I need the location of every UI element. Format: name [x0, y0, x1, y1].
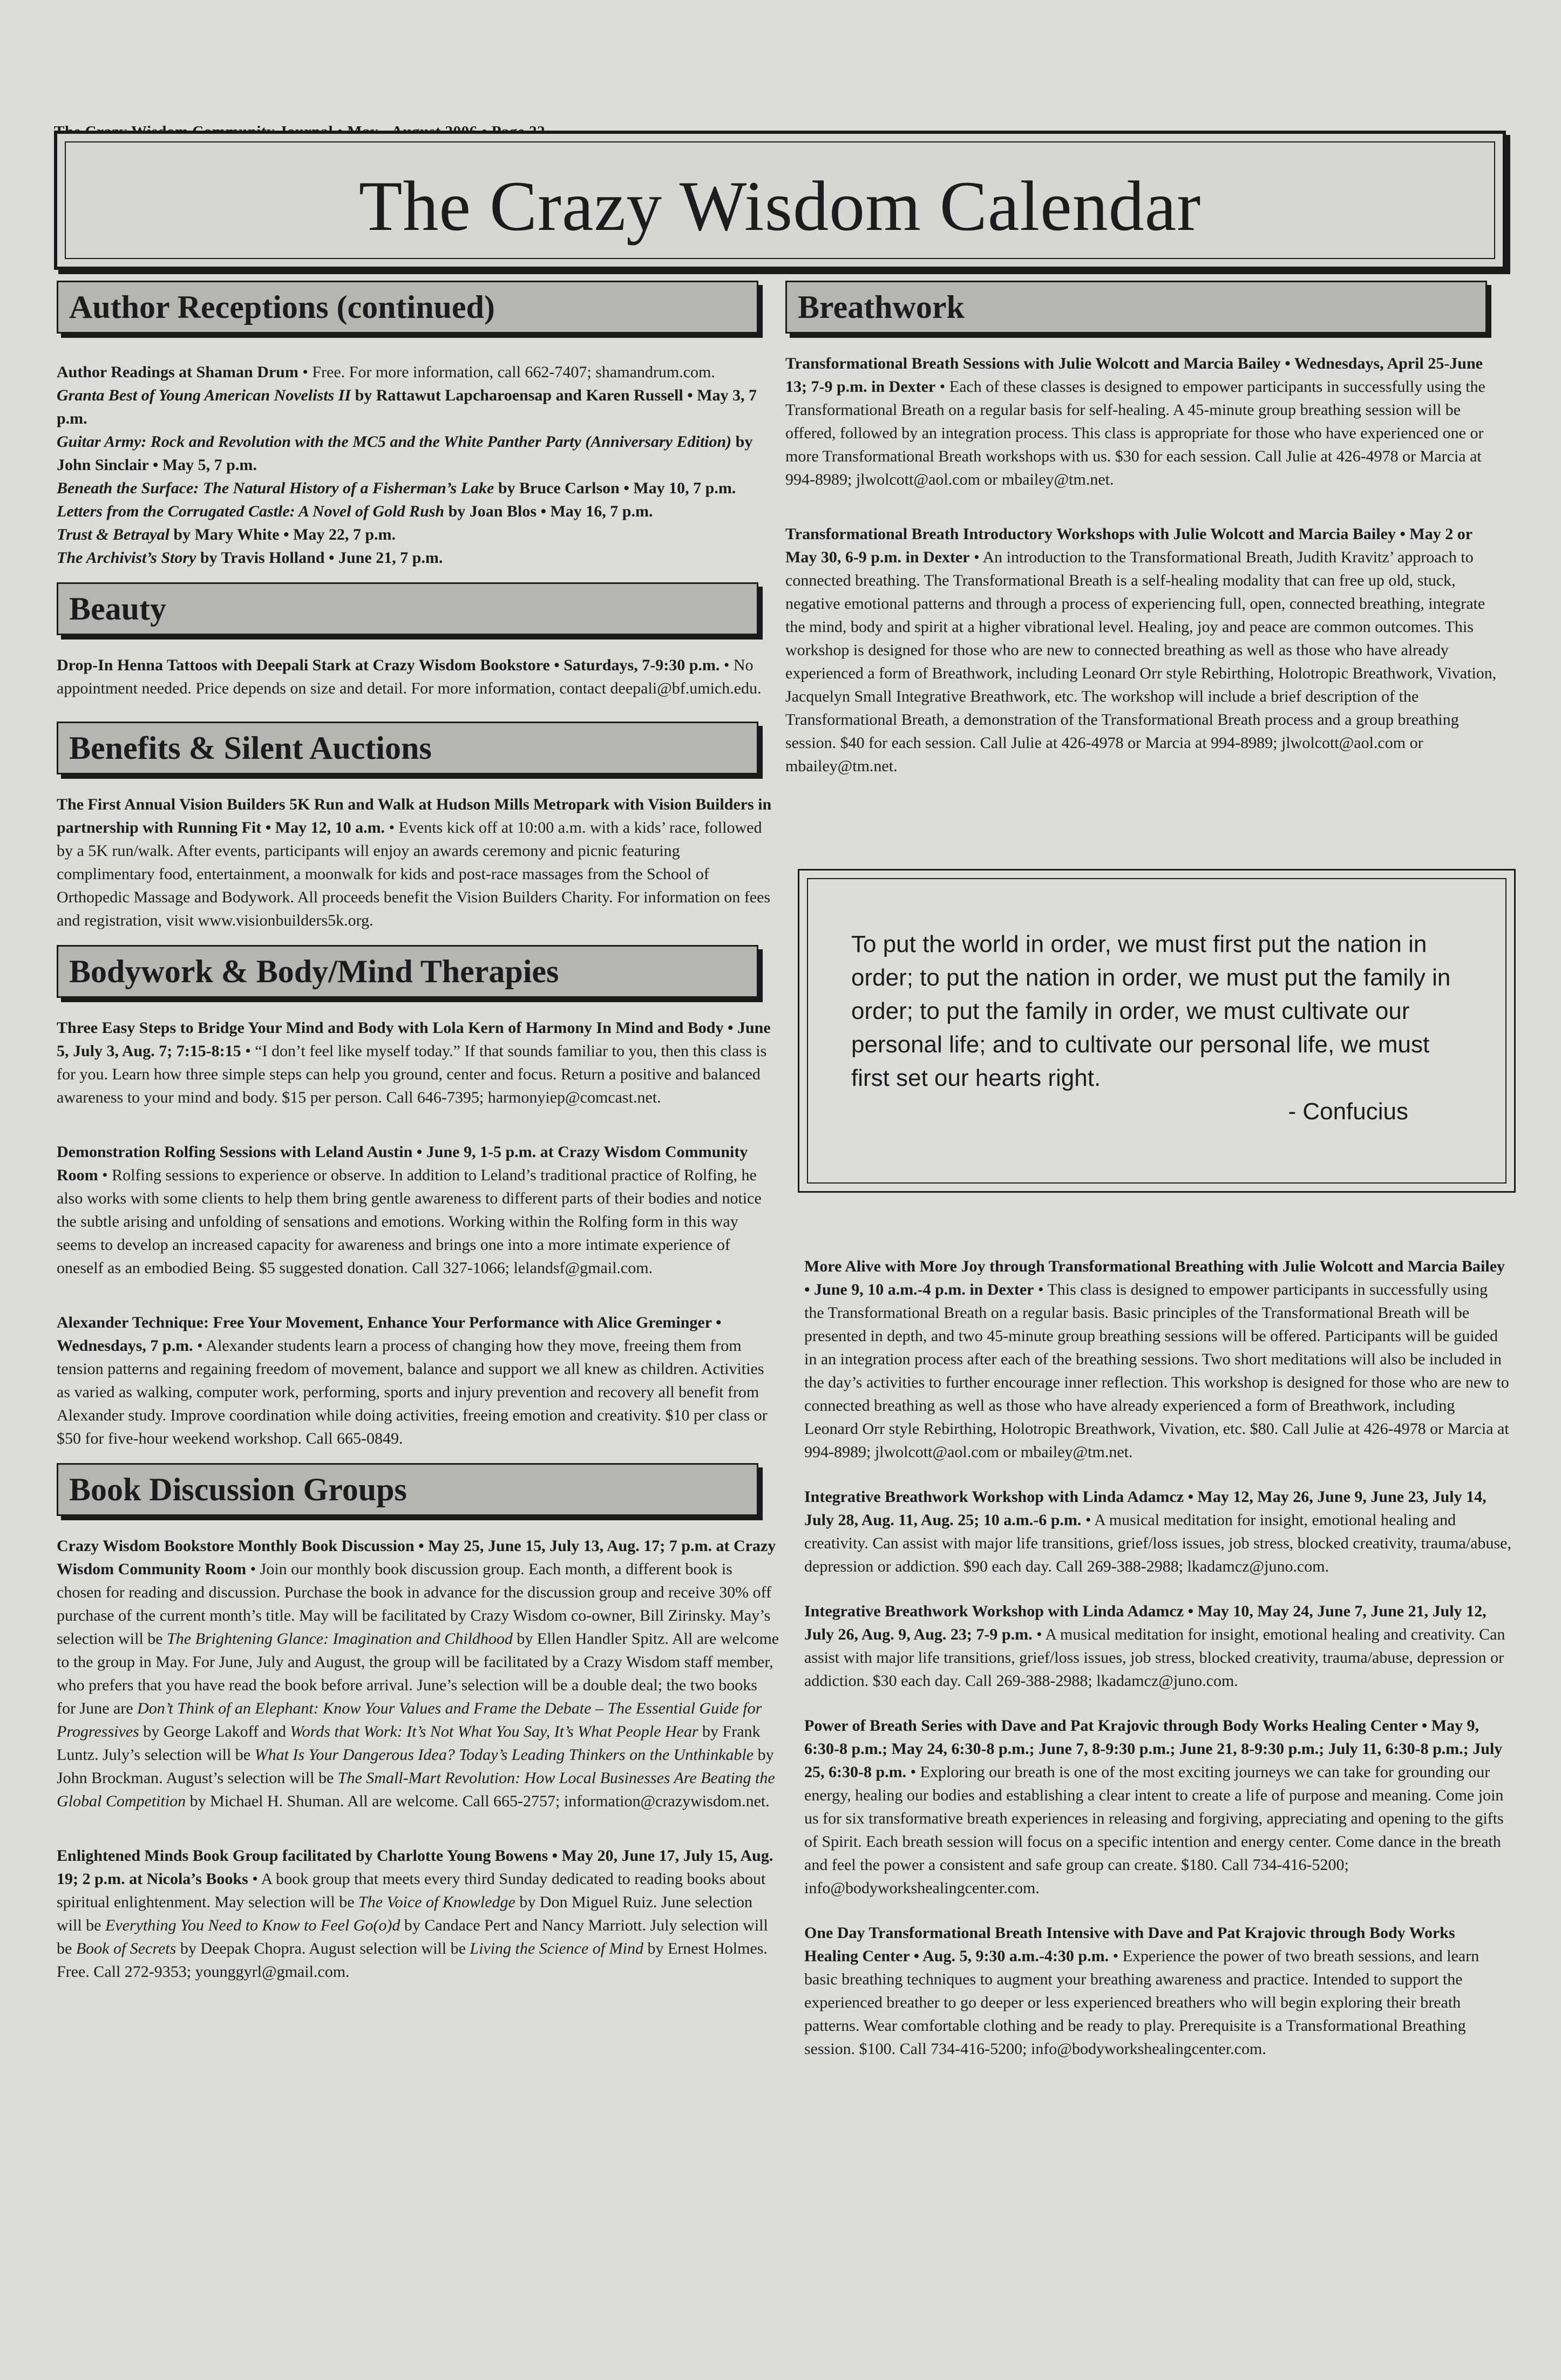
masthead-frame: [65, 141, 1495, 259]
bodywork-event: Demonstration Rolfing Sessions with Leland Austin • June 9, 1-5 p.m. at Crazy Wisdom Community Room • Rolfing sessions to experience or observe. In addition to Leland’s traditional practice of Rolfing, he also works with some clients to help them bring gentle awareness to different parts of their bodies and notice the subtle arising and unfolding of sensations and emotions. Working within the Rolfing form in this way seems to develop an increased capacity for awareness and brings one into a more intimate experience of oneself as an embodied Being. $5 suggested donation. Call 327-1066; lelandsf@gmail.com.: [57, 1143, 762, 1277]
author-readings-intro: Author Readings at Shaman Drum • Free. For more information, call 662-7407; shamandrum.com.: [57, 363, 715, 381]
bodywork-event: Alexander Technique: Free Your Movement, Enhance Your Performance with Alice Greminger • Wednesdays, 7 p.m. • Alexander students learn a process of changing how they move, freeing them from tension patterns and regaining freedom of movement, balance and support we all knew as children. Activities as varied as walking, computer work, performing, sports and injury prevention and recovery all benefit from Alexander study. Improve coordination while doing activities, freeing emotion and creativity. $10 per class or $50 for five-hour weekend workshop. Call 665-0849.: [57, 1314, 768, 1447]
section-heading-bodywork: [57, 945, 780, 1003]
breathwork-event: Transformational Breath Introductory Workshops with Julie Wolcott and Marcia Bailey • May 2 or May 30, 6-9 p.m. in Dexter • An introduction to the Transformational Breath, Judith Kravitz’ approach to connected breathing. The Transformational Breath is a self-healing modality that can free up old, stuck, negative emotional patterns and through a process of experiencing full, open, connected breathing, integrate the mind, body and spirit at a higher vibrational level. Healing, joy and peace are common outcomes. This workshop is designed for those who are new to connected breathing as well as those who have already experienced a form of Breathwork, including Leonard Orr style Rebirthing, Holotropic Breathwork, Vivation, Jacquelyn Small Integrative Breathwork, etc. The workshop will include a brief description of the Transformational Breath, a demonstration of the Transformational Breath process and a group breathing session. $40 for each session. Call Julie at 426-4978 or Marcia at 994-8989; jlwolcott@aol.com or mbailey@tm.net.: [785, 525, 1497, 775]
book-group-event: Crazy Wisdom Bookstore Monthly Book Discussion • May 25, June 15, July 13, Aug. 17; 7 p.m. at Crazy Wisdom Community Room • Join our monthly book discussion group. Each month, a different book is chosen for reading and discussion. Purchase the book in advance for the discussion group and receive 30% off purchase of the current month’s title. May will be facilitated by Crazy Wisdom co-owner, Bill Zirinsky. May’s selection will be The Brightening Glance: Imagination and Childhood by Ellen Handler Spitz. All are welcome to the group in May. For June, July and August, the group will be facilitated by a Crazy Wisdom staff member, who prefers that you have read the book before arrival. June’s selection will be a double deal; the two books for June are Don’t Think of an Elephant: Know Your Values and Frame the Debate – The Essential Guide for Progressives by George Lakoff and Words that Work: It’s Not What You Say, It’s What People Hear by Frank Luntz. July’s selection will be What Is Your Dangerous Idea? Today’s Leading Thinkers on the Unthinkable by John Brockman. August’s selection will be The Small-Mart Revolution: How Local Businesses Are Beating the Global Competition by Michael H. Shuman. All are welcome. Call 665-2757; information@crazywisdom.net.: [57, 1537, 779, 1810]
bodywork-event: Three Easy Steps to Bridge Your Mind and Body with Lola Kern of Harmony In Mind and Body • June 5, July 3, Aug. 7; 7:15-8:15 • “I don’t feel like myself today.” If that sounds familiar to you, then this class is for you. Learn how three simple steps can help you ground, center and focus. Return a positive and balanced awareness to your mind and body. $15 per person. Call 646-7395; harmonyiep@comcast.net.: [57, 1019, 771, 1106]
right-column-lower: [804, 1255, 1511, 2061]
author-event: Letters from the Corrugated Castle: A Novel of Gold Rush by Joan Blos • May 16, 7 p.m.: [57, 502, 653, 520]
quote-text: To put the world in order, we must first put the nation in order; to put the nation in order, we must put the family in order; to put the family in order, we must cultivate our personal life; and to cultivate our personal life, we must first set our hearts right.: [851, 931, 1451, 1091]
breathwork-event: Power of Breath Series with Dave and Pat Krajovic through Body Works Healing Center • May 9, 6:30-8 p.m.; May 24, 6:30-8 p.m.; June 7, 8-9:30 p.m.; June 21, 8-9:30 p.m.; July 11, 6:30-8 p.m.; July 25, 6:30-8 p.m. • Exploring our breath is one of the most exciting journeys we can take for grounding our energy, healing our bodies and establishing a clear intent to create a life of purpose and meaning. Come join us for six transformative breath experiences in releasing and forgiving, appreciating and opening to the gifts of Spirit. Each breath session will focus on a specific intention and energy center. Come dance in the breath and feel the power a consistent and safe group can create. $180. Call 734-416-5200; info@bodyworkshealingcenter.com.: [804, 1717, 1504, 1897]
author-event: Trust & Betrayal by Mary White • May 22, 7 p.m.: [57, 526, 396, 543]
book-group-event: Enlightened Minds Book Group facilitated by Charlotte Young Bowens • May 20, June 17, July 15, Aug. 19; 2 p.m. at Nicola’s Books • A book group that meets every third Sunday dedicated to reading books about spiritual enlightenment. May selection will be The Voice of Knowledge by Don Miguel Ruiz. June selection will be Everything You Need to Know to Feel Go(o)d by Candace Pert and Nancy Marriott. July selection will be Book of Secrets by Deepak Chopra. August selection will be Living the Science of Mind by Ernest Holmes. Free. Call 272-9353; younggyrl@gmail.com.: [57, 1847, 773, 1981]
section-heading-benefits: [57, 722, 780, 780]
breathwork-event: Integrative Breathwork Workshop with Linda Adamcz • May 12, May 26, June 9, June 23, July 14, July 28, Aug. 11, Aug. 25; 10 a.m.-6 p.m. • A musical meditation for insight, emotional healing and creativity. Can assist with major life transitions, grief/loss issues, job stress, blocked creativity, trauma/abuse, depression or addiction. $90 each day. Call 269-388-2988; lkadamcz@juno.com.: [804, 1488, 1511, 1575]
beauty-event: Drop-In Henna Tattoos with Deepali Stark at Crazy Wisdom Bookstore • Saturdays, 7-9:30 p.m. • No appointment needed. Price depends on size and detail. For more information, contact deepali@bf.umich.edu.: [57, 656, 762, 697]
section-heading-label: Author Receptions (continued): [69, 289, 495, 325]
author-event: Guitar Army: Rock and Revolution with the MC5 and the White Panther Party (Anniversary Edition) by John Sinclair • May 5, 7 p.m.: [57, 433, 753, 474]
breathwork-event: Transformational Breath Sessions with Julie Wolcott and Marcia Bailey • Wednesdays, April 25-June 13; 7-9 p.m. in Dexter • Each of these classes is designed to empower participants in successfully using the Transformational Breath on a regular basis for self-healing. A 45-minute group breathing session will be offered, followed by an integration process. This class is appropriate for those who have experienced one or more Transformational Breath workshops with us. $30 for each session. Call Julie at 426-4978 or Marcia at 994-8989; jlwolcott@aol.com or mbailey@tm.net.: [785, 355, 1485, 488]
section-heading-label: Benefits & Silent Auctions: [69, 730, 432, 766]
breathwork-event: More Alive with More Joy through Transformational Breathing with Julie Wolcott and Marcia Bailey • June 9, 10 a.m.-4 p.m. in Dexter • This class is designed to empower participants in successfully using the Transformational Breath on a regular basis. Basic principles of the Transformational Breath will be presented in depth, and two 45-minute group breathing sessions will be offered. Participants will be guided in an integration process after each of the breathing sessions. Two short meditations will also be included in the day’s activities to further encourage inner reflection. This workshop is designed for those who are new to connected breathing as well as those who have already experienced a form of Breathwork, including Leonard Orr style Rebirthing, Holotropic Breathwork, Vivation, etc. $80. Call Julie at 426-4978 or Marcia at 994-8989; jlwolcott@aol.com or mbailey@tm.net.: [804, 1257, 1509, 1461]
right-column: [785, 281, 1503, 778]
section-heading-label: Book Discussion Groups: [69, 1471, 407, 1507]
section-heading-beauty: [57, 582, 780, 641]
section-heading-label: Breathwork: [798, 289, 965, 325]
breathwork-event: One Day Transformational Breath Intensive with Dave and Pat Krajovic through Body Works Healing Center • Aug. 5, 9:30 a.m.-4:30 p.m. • Experience the power of two breath sessions, and learn basic breathing techniques to augment your breathing awareness and practice. Intended to support the experienced breather to go deeper or less experienced breathers who will begin exploring their breath patterns. Wear comfortable clothing and be ready to play. Prerequisite is a Transformational Breathing session. $100. Call 734-416-5200; info@bodyworkshealingcenter.com.: [804, 1924, 1479, 2058]
left-column: [57, 281, 780, 1983]
author-event: Granta Best of Young American Novelists II by Rattawut Lapcharoensap and Karen Russell • May 3, 7 p.m.: [57, 386, 757, 427]
section-heading-label: Bodywork & Body/Mind Therapies: [69, 953, 559, 989]
section-heading-book-discussion: [57, 1463, 780, 1521]
section-heading-breathwork: [785, 281, 1503, 339]
section-heading-label: Beauty: [69, 590, 166, 627]
quote-author: - Confucius: [1288, 1098, 1408, 1125]
section-heading-author-receptions: [57, 281, 780, 339]
benefits-event: The First Annual Vision Builders 5K Run and Walk at Hudson Mills Metropark with Vision Builders in partnership with Running Fit • May 12, 10 a.m. • Events kick off at 10:00 a.m. with a kids’ race, followed by a 5K run/walk. After events, participants will enjoy an awards ceremony and picnic featuring complimentary food, entertainment, a moonwalk for kids and post-race massages from the School of Orthopedic Massage and Bodywork. All proceeds benefit the Vision Builders Charity. For information on fees and registration, visit www.visionbuilders5k.org.: [57, 795, 772, 929]
author-event: The Archivist’s Story by Travis Holland • June 21, 7 p.m.: [57, 549, 443, 567]
masthead: [54, 131, 1506, 270]
breathwork-event: Integrative Breathwork Workshop with Linda Adamcz • May 10, May 24, June 7, June 21, July 12, July 26, Aug. 9, Aug. 23; 7-9 p.m. • A musical meditation for insight, emotional healing and creativity. Can assist with major life transitions, grief/loss issues, job stress, blocked creativity, trauma/abuse, depression or addiction. $30 each day. Call 269-388-2988; lkadamcz@juno.com.: [804, 1602, 1505, 1690]
author-event: Beneath the Surface: The Natural History of a Fisherman’s Lake by Bruce Carlson • May 10, 7 p.m.: [57, 479, 736, 497]
quote-frame: [807, 878, 1506, 1184]
page-title: The Crazy Wisdom Calendar: [358, 166, 1202, 246]
quote-box: [798, 869, 1516, 1193]
